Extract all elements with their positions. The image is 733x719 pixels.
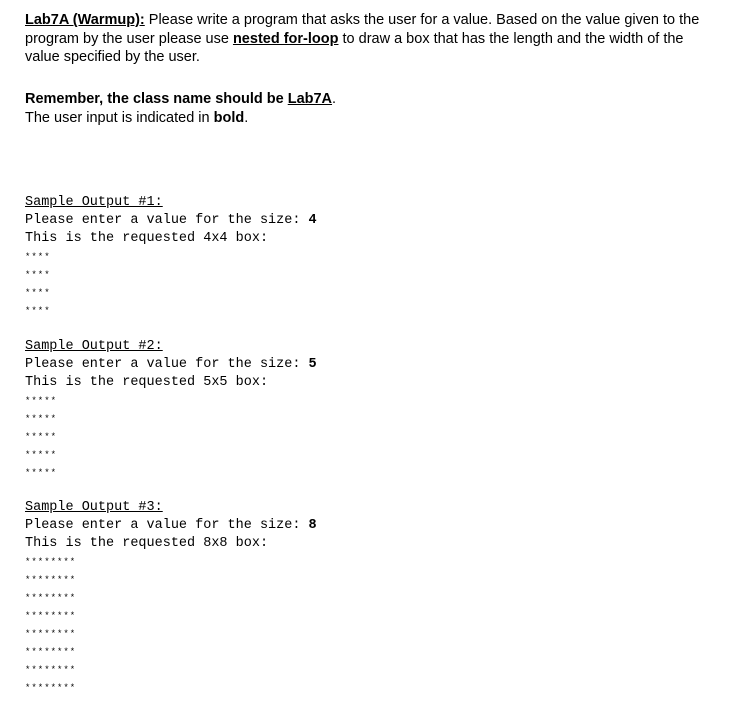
- box-row: *****: [25, 450, 58, 460]
- box-row: ****: [25, 288, 51, 298]
- box-row: *****: [25, 468, 58, 478]
- intro-text-2: to draw a box that has the length and the width of the value specified by the user.: [25, 30, 684, 65]
- sample-prompt: Please enter a value for the size: 5: [25, 357, 317, 372]
- box-row: ********: [25, 647, 77, 657]
- lab-title: Lab7A (Warmup):: [25, 12, 145, 28]
- box-row: *****: [25, 432, 58, 442]
- sample-output-1: [25, 194, 317, 320]
- sample-prompt: Please enter a value for the size: 8: [25, 518, 317, 533]
- sample-output-3: [25, 499, 317, 697]
- sample-result: This is the requested 5x5 box:: [25, 375, 269, 390]
- remember-note: [25, 90, 336, 127]
- sample-result: This is the requested 8x8 box:: [25, 536, 269, 551]
- sample-output-2: [25, 338, 317, 482]
- box-row: ****: [25, 306, 51, 316]
- box-row: ********: [25, 629, 77, 639]
- box-row: *****: [25, 414, 58, 424]
- box-row: ****: [25, 270, 51, 280]
- class-name: Lab7A: [287, 91, 333, 107]
- box-row: *****: [25, 396, 58, 406]
- input-bold-note: The user input is indicated in bold.: [25, 109, 249, 126]
- sample-input: 4: [308, 213, 317, 228]
- sample-header: Sample Output #2:: [25, 339, 163, 354]
- class-name-note: Remember, the class name should be Lab7A.: [25, 91, 337, 107]
- intro-text-1: Please write a program that asks the user for a value. Based on the value given to the program by the user please use: [25, 12, 700, 47]
- box-row: ********: [25, 611, 77, 621]
- box-row: ********: [25, 665, 77, 675]
- nested-for-loop-emphasis: nested for-loop: [232, 30, 339, 47]
- sample-input: 8: [308, 518, 317, 533]
- sample-header: Sample Output #1:: [25, 195, 163, 210]
- assignment-intro: [25, 11, 715, 67]
- box-row: ********: [25, 593, 77, 603]
- sample-prompt: Please enter a value for the size: 4: [25, 213, 317, 228]
- box-row: ********: [25, 557, 77, 567]
- box-row: ****: [25, 252, 51, 262]
- sample-header: Sample Output #3:: [25, 500, 163, 515]
- box-row: ********: [25, 575, 77, 585]
- box-row: ********: [25, 683, 77, 693]
- sample-result: This is the requested 4x4 box:: [25, 231, 269, 246]
- sample-input: 5: [308, 357, 317, 372]
